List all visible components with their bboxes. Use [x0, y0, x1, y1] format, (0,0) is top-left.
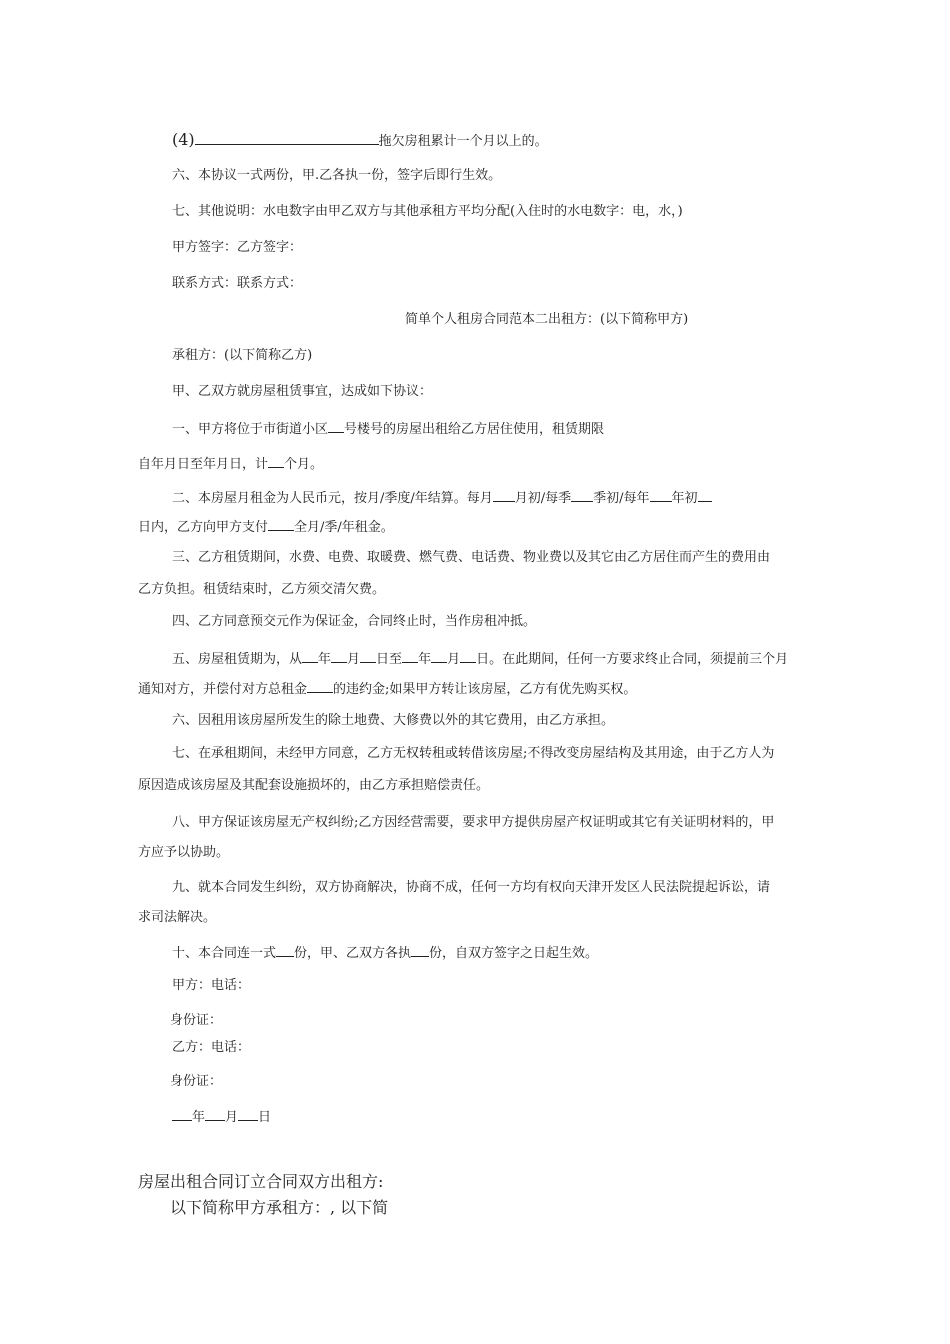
blank-underline	[411, 944, 429, 957]
text: 通知对方，并偿付对方总租金	[138, 682, 308, 697]
clause-9-line-b: 求司法解决。	[138, 910, 217, 925]
contact-line: 联系方式：联系方式：	[172, 276, 303, 291]
contract-three-subline: 以下简称甲方承租方：, 以下简	[170, 1198, 389, 1217]
clause-4: 四、乙方同意预交元作为保证金，合同终止时，当作房租冲抵。	[172, 614, 537, 629]
clause-2-line-b	[138, 518, 394, 536]
text: 日	[258, 1110, 272, 1125]
blank-underline	[172, 1108, 192, 1121]
text: 份，甲、乙双方各执	[294, 946, 412, 961]
text: 月	[347, 652, 361, 667]
text: 自年月日至年月日，计	[138, 457, 269, 472]
paragraph-six: 六、本协议一式两份，甲.乙各执一份，签字后即行生效。	[172, 168, 502, 183]
party-b-phone: 乙方：电话：	[172, 1040, 251, 1055]
text: 月	[447, 652, 461, 667]
blank-underline	[205, 1108, 225, 1121]
lessee-line: 承租方：(以下简称乙方)	[172, 348, 313, 363]
clause-1-line-a	[172, 420, 604, 438]
clause-1-line-b	[138, 455, 323, 473]
signature-line: 甲方签字：乙方签字：	[172, 240, 303, 255]
text: 年	[418, 652, 432, 667]
clause-4-line	[172, 130, 548, 150]
text: 年	[318, 652, 332, 667]
text: 年	[192, 1110, 206, 1125]
text: 月初/每季	[514, 491, 572, 506]
clause-7-line-b: 原因造成该房屋及其配套设施损坏的，由乙方承担赔偿责任。	[138, 778, 490, 793]
clause-5-line-a	[172, 650, 788, 668]
clause-9-line-a: 九、就本合同发生纠纷，双方协商解决，协商不成，任何一方均有权向天津开发区人民法院提起诉讼，请	[172, 880, 771, 895]
blank-underline	[302, 650, 318, 663]
text: 的违约金;如果甲方转让该房屋，乙方有优先购买权。	[333, 682, 637, 697]
blank-underline	[460, 650, 476, 663]
blank-underline	[195, 132, 379, 145]
text: 季初/每年	[593, 491, 650, 506]
blank-underline	[650, 489, 672, 502]
blank-underline	[698, 489, 712, 502]
text: 十、本合同连一式	[172, 946, 277, 961]
text: 一、甲方将位于市街道小区	[172, 422, 329, 437]
blank-underline	[268, 518, 294, 531]
contract-two-title: 简单个人租房合同范本二出租方：(以下简称甲方)	[405, 312, 689, 327]
clause-2-line-a	[172, 489, 712, 507]
clause-7-line-a: 七、在承租期间，未经甲方同意，乙方无权转租或转借该房屋;不得改变房屋结构及其用途，由于乙方人为	[172, 746, 775, 761]
blank-underline	[307, 680, 333, 693]
clause-8-line-a: 八、甲方保证该房屋无产权纠纷;乙方因经营需要，要求甲方提供房屋产权证明或其它有关证明材料的，甲	[172, 815, 775, 830]
blank-underline	[493, 489, 515, 502]
contract-three-heading: 房屋出租合同订立合同双方出租方:	[138, 1172, 384, 1191]
clause-6: 六、因租用该房屋所发生的除土地费、大修费以外的其它费用，由乙方承担。	[172, 713, 615, 728]
party-b-id: 身份证：	[170, 1074, 223, 1089]
item-number: (4)	[172, 130, 195, 149]
party-a-phone: 甲方：电话：	[172, 978, 251, 993]
clause-5-line-b	[138, 680, 636, 698]
blank-underline	[238, 1108, 258, 1121]
party-a-id: 身份证：	[170, 1013, 223, 1028]
text: 份，自双方签字之日起生效。	[429, 946, 599, 961]
text: 日至	[376, 652, 403, 667]
text: 个月。	[284, 457, 324, 472]
blank-underline	[268, 455, 284, 468]
blank-underline	[571, 489, 593, 502]
text: 全月/季/年租金。	[294, 520, 394, 535]
clause-3-line-a: 三、乙方租赁期间，水费、电费、取暖费、燃气费、电话费、物业费以及其它由乙方居住而产生的费用由	[172, 550, 771, 565]
clause-text: 拖欠房租累计一个月以上的。	[378, 134, 548, 149]
text: 月	[225, 1110, 239, 1125]
clause-10	[172, 944, 598, 962]
text: 年初	[671, 491, 698, 506]
text: 日内，乙方向甲方支付	[138, 520, 269, 535]
blank-underline	[276, 944, 294, 957]
text: 五、房屋租赁期为，从	[172, 652, 303, 667]
blank-underline	[431, 650, 447, 663]
blank-underline	[402, 650, 418, 663]
text: 日。在此期间，任何一方要求终止合同，须提前三个月	[476, 652, 789, 667]
paragraph-seven: 七、其他说明：水电数字由甲乙双方与其他承租方平均分配(入住时的水电数字：电，水，)	[172, 204, 683, 219]
blank-underline	[360, 650, 376, 663]
text: 号楼号的房屋出租给乙方居住使用，租赁期限	[344, 422, 605, 437]
clause-3-line-b: 乙方负担。租赁结束时，乙方须交清欠费。	[138, 582, 386, 597]
clause-8-line-b: 方应予以协助。	[138, 845, 230, 860]
agreement-intro: 甲、乙双方就房屋租赁事宜，达成如下协议：	[172, 384, 433, 399]
blank-underline	[328, 420, 344, 433]
date-line	[172, 1108, 271, 1126]
text: 二、本房屋月租金为人民币元，按月/季度/年结算。每月	[172, 491, 493, 506]
blank-underline	[331, 650, 347, 663]
